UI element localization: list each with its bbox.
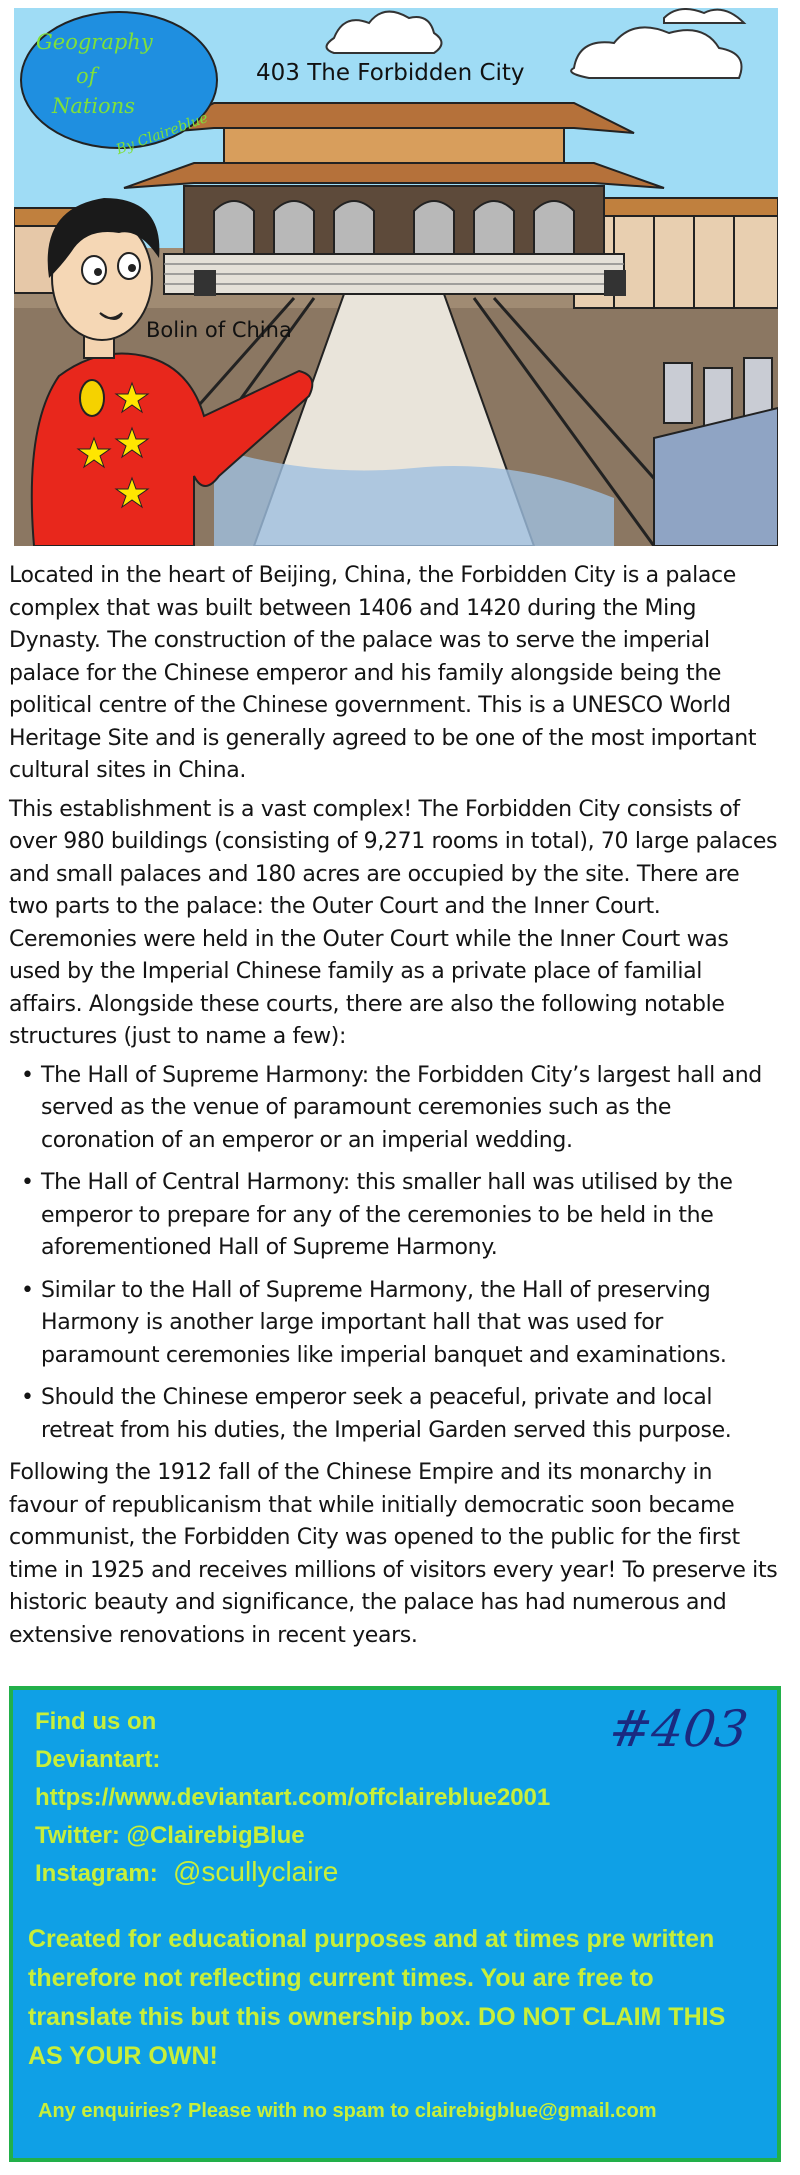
issue-number: #403: [605, 1700, 752, 1758]
article-body: [9, 560, 779, 1658]
character-label: Bolin of China: [146, 318, 292, 342]
logo-signature: By Claireblue: [114, 109, 211, 159]
logo-of: of: [76, 64, 97, 88]
complex-paragraph: This establishment is a vast complex! The Forbidden City consists of over 980 buildings (consisting of 9,271 rooms in total), 70 large palaces and small palaces and 180 acres are occupied by the site. There are two parts to the palace: the Outer Court and the Inner Court. Ceremonies were held in the Outer Court while the Inner Court was used by the Imperial Chinese family as a private place of familial affairs. Alongside these courts, there are also the following notable structures (just to name a few):: [9, 796, 778, 1049]
instagram-handle[interactable]: @scullyclaire: [173, 1856, 339, 1887]
logo-title: Geography: [36, 30, 153, 54]
deviantart-link[interactable]: https://www.deviantart.com/offclaireblue2001: [35, 1784, 551, 1811]
intro-paragraph: Located in the heart of Beijing, China, the Forbidden City is a palace complex that was built between 1406 and 1420 during the Ming Dynasty. The construction of the palace was to serve the imperial palace for the Chinese emperor and his family alongside being the political centre of the Chinese government. This is a UNESCO World Heritage Site and is generally agreed to be one of the most important cultural sites in China.: [9, 563, 757, 783]
comic-illustration: [14, 8, 778, 546]
deviantart-label: Deviantart:: [35, 1746, 161, 1773]
instagram-label: Instagram:: [35, 1860, 158, 1887]
logo-nations: Nations: [52, 94, 135, 118]
ownership-notice: Created for educational purposes and at times pre written therefore not reflecting current times. You are free to translate this but this ownership box. DO NOT CLAIM THIS AS YOUR OWN!: [28, 1925, 726, 2070]
twitter-handle[interactable]: Twitter: @ClairebigBlue: [35, 1822, 305, 1849]
ownership-box: [9, 1686, 781, 2162]
list-item: • The Hall of Supreme Harmony: the Forbidden City’s largest hall and served as the venue of paramount ceremonies such as the coronation of an emperor or an imperial wedding.: [21, 1060, 779, 1158]
comic-title: 403 The Forbidden City: [256, 60, 525, 86]
list-item: • Similar to the Hall of Supreme Harmony, the Hall of preserving Harmony is another large important hall that was used for paramount ceremonies like imperial banquet and examinations.: [21, 1275, 779, 1373]
find-us-label: Find us on: [35, 1708, 157, 1735]
list-item: • The Hall of Central Harmony: this smaller hall was utilised by the emperor to prepare for any of the ceremonies to be held in the aforementioned Hall of Supreme Harmony.: [21, 1167, 779, 1265]
structures-list: [9, 1060, 779, 1448]
enquiries-contact[interactable]: Any enquiries? Please with no spam to clairebigblue@gmail.com: [38, 2100, 657, 2122]
list-item: • Should the Chinese emperor seek a peaceful, private and local retreat from his duties, the Imperial Garden served this purpose.: [21, 1382, 779, 1447]
forbidden-city-scene: [14, 8, 778, 546]
closing-paragraph: Following the 1912 fall of the Chinese Empire and its monarchy in favour of republicanism that while initially democratic soon became communist, the Forbidden City was opened to the public for the first time in 1925 and receives millions of visitors every year! To preserve its historic beauty and significance, the palace has had numerous and extensive renovations in recent years.: [9, 1460, 778, 1648]
